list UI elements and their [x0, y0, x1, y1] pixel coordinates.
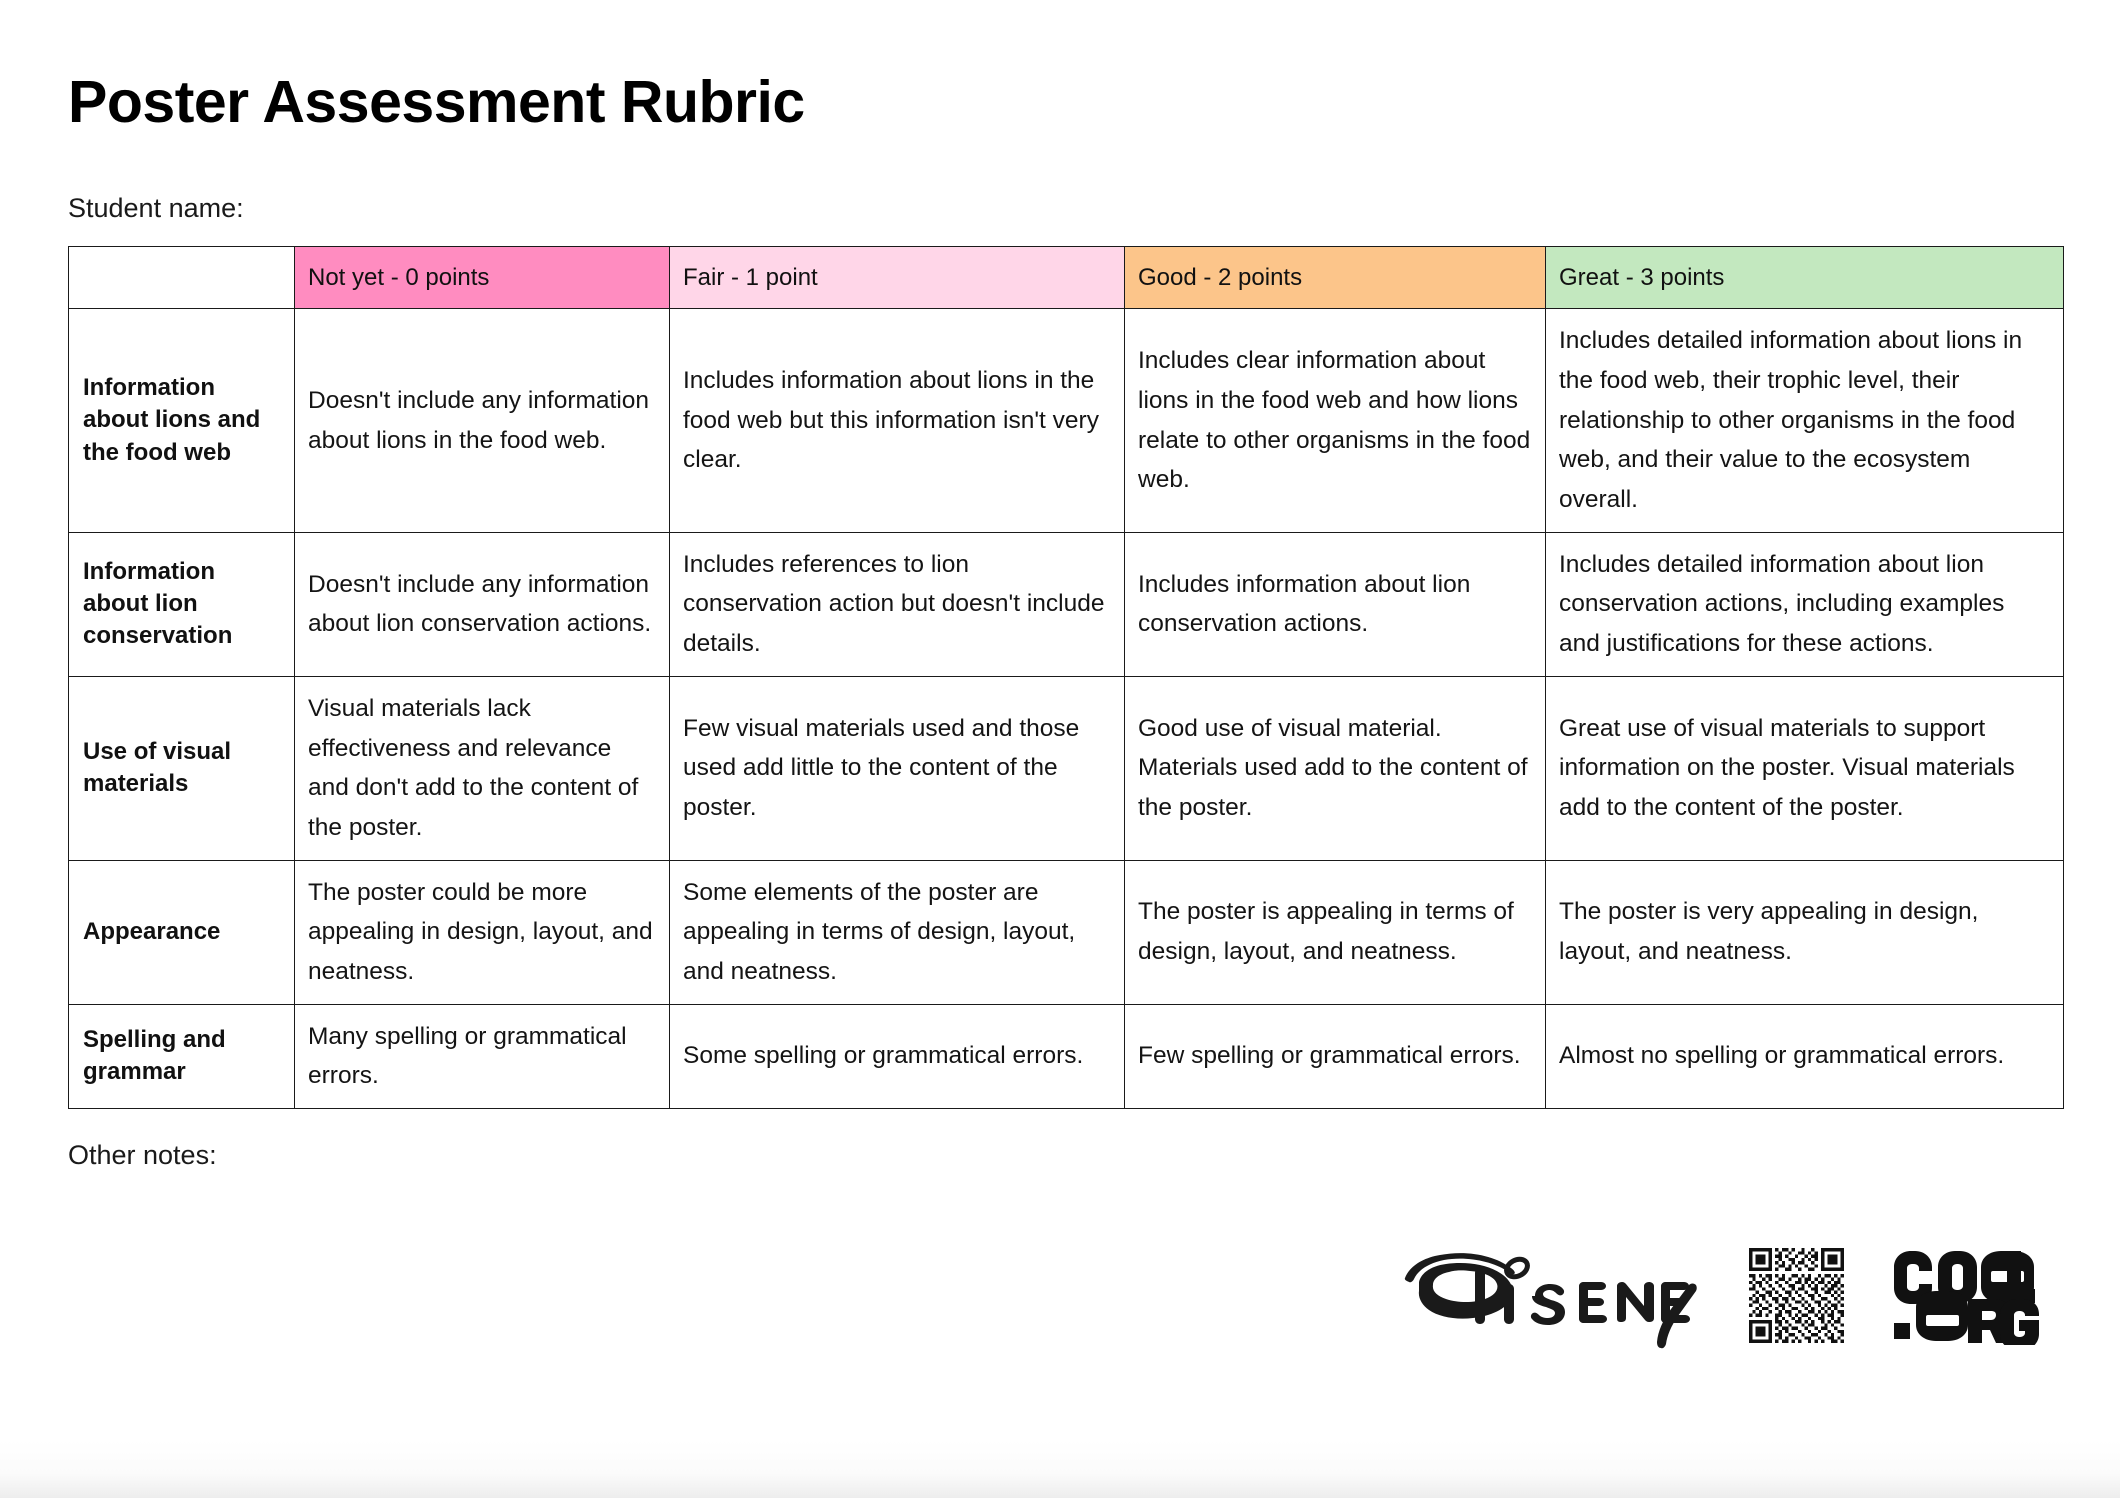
rubric-cell: The poster is very appealing in design, layout, and neatness. [1546, 860, 2064, 1004]
rubric-cell: Includes detailed information about lions in the food web, their trophic level, their relationship to other organisms in the food web, and their value to the ecosystem overall. [1546, 309, 2064, 532]
table-row [69, 309, 2064, 532]
rubric-table-header [69, 247, 2064, 309]
rubric-cell: Visual materials lack effectiveness and relevance and don't add to the content of the poster. [295, 676, 670, 860]
rubric-cell: Doesn't include any information about lions in the food web. [295, 309, 670, 532]
student-name-label: Student name: [68, 192, 244, 223]
rubric-cell: Some elements of the poster are appealing in terms of design, layout, and neatness. [670, 860, 1125, 1004]
header-cell-corner [69, 247, 295, 309]
rubric-table [68, 246, 2064, 1109]
rubric-cell: Few visual materials used and those used add little to the content of the poster. [670, 676, 1125, 860]
rubric-cell: Includes clear information about lions in the food web and how lions relate to other organisms in the food web. [1125, 309, 1546, 532]
rubric-cell: Almost no spelling or grammatical errors. [1546, 1004, 2064, 1108]
rubric-cell: Includes references to lion conservation action but doesn't include details. [670, 532, 1125, 676]
rubric-cell: Some spelling or grammatical errors. [670, 1004, 1125, 1108]
rubric-cell: Includes information about lions in the food web but this information isn't very clear. [670, 309, 1125, 532]
rubric-cell: Great use of visual materials to support information on the poster. Visual materials add to the content of the poster. [1546, 676, 2064, 860]
header-cell-great: Great - 3 points [1546, 247, 2064, 309]
footer-logo-group [1403, 1240, 2040, 1350]
other-notes-label: Other notes: [68, 1140, 217, 1171]
header-cell-fair: Fair - 1 point [670, 247, 1125, 309]
rubric-cell: The poster could be more appealing in design, layout, and neatness. [295, 860, 670, 1004]
rubric-cell: Many spelling or grammatical errors. [295, 1004, 670, 1108]
rubric-cell: The poster is appealing in terms of design, layout, and neatness. [1125, 860, 1546, 1004]
rubric-cell: Includes information about lion conservation actions. [1125, 532, 1546, 676]
header-cell-not-yet: Not yet - 0 points [295, 247, 670, 309]
rubric-cell: Includes detailed information about lion conservation actions, including examples and justifications for these actions. [1546, 532, 2064, 676]
page-title: Poster Assessment Rubric [68, 69, 805, 135]
criterion-label: Appearance [69, 860, 295, 1004]
page-bottom-strip [0, 1440, 2120, 1498]
table-row [69, 860, 2064, 1004]
qr-code [1749, 1248, 1844, 1343]
disney-logo [1403, 1240, 1703, 1350]
cool-org-logo [1890, 1245, 2040, 1345]
header-cell-good: Good - 2 points [1125, 247, 1546, 309]
criterion-label: Use of visual materials [69, 676, 295, 860]
table-row [69, 532, 2064, 676]
rubric-table-body [69, 309, 2064, 1109]
criterion-label: Information about lion conservation [69, 532, 295, 676]
table-header-row [69, 247, 2064, 309]
criterion-label: Spelling and grammar [69, 1004, 295, 1108]
rubric-cell: Few spelling or grammatical errors. [1125, 1004, 1546, 1108]
table-row [69, 676, 2064, 860]
rubric-cell: Good use of visual material. Materials used add to the content of the poster. [1125, 676, 1546, 860]
criterion-label: Information about lions and the food web [69, 309, 295, 532]
rubric-cell: Doesn't include any information about lion conservation actions. [295, 532, 670, 676]
table-row [69, 1004, 2064, 1108]
